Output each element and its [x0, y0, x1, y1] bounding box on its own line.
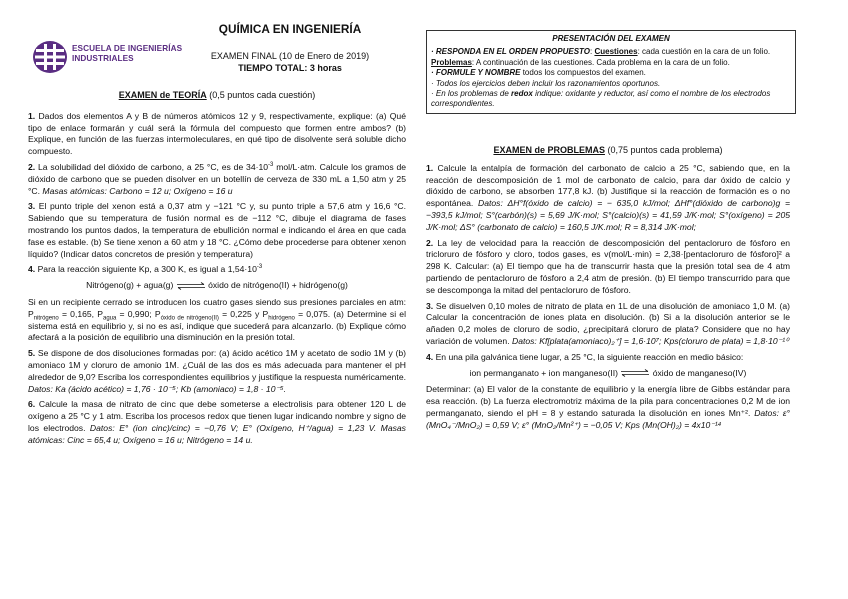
- theory-heading: [28, 90, 406, 102]
- school-name-line2: INDUSTRIALES: [72, 53, 134, 63]
- problem-4: 4. En una pila galvánica tiene lugar, a 25 °C, la siguiente reacción en medio básico:: [426, 351, 744, 362]
- school-emblem-icon: [32, 40, 68, 74]
- presentation-line-1: · RESPONDA EN EL ORDEN PROPUESTO: Cuestiones: cada cuestión en la cara de un folio. Problemas: A continuación de las cuestiones. Cada problema en la cara de un folio.: [431, 47, 771, 67]
- problems-points: (0,75 puntos cada problema): [607, 145, 723, 155]
- problem-2: 2. La ley de velocidad para la reacción de descomposición del pentacloruro de fósforo en tricloruro de fósforo y cloro, todos gases, es v(mol/L·min) = 2,38·[pentacloruro de fósforo]² a 298 K. Calcular: (a) El tiempo que ha de transcurrir hasta que la presión total sea de 4 atm partiendo de pentacloruro de fósforo a 2,4 atm de presión. (b) El tiempo transcurrido para que se descomponga la mitad del pentacloruro de fósforo.: [426, 237, 791, 295]
- equilibrium-arrow-icon: [176, 282, 206, 290]
- equilibrium-equation-1: Nitrógeno(g) + agua(g) óxido de nitrógeno(II) + hidrógeno(g): [86, 280, 348, 291]
- school-name: [72, 44, 182, 63]
- exam-date: EXAMEN FINAL (10 de Enero de 2019): [210, 51, 370, 61]
- problem-4-body: Determinar: (a) El valor de la constante de equilibrio y la energía libre de Gibbs estándar para esa reacción. (b) La fuerza electromotriz máxima de la pila para concentraciones 0,2 M de ion permanganato, siendo el pH = 8 y estando saturada la disolución en iones Mn⁺². Datos: ε° (MnO₄⁻/MnO₂) = 0,59 V; ε° (MnO₂/Mn²⁺) = −0,05 V; Kps (Mn(OH)₂) = 4x10⁻¹⁴: [426, 384, 790, 430]
- problem-3: 3. Se disuelven 0,10 moles de nitrato de plata en 1L de una disolución de amoniaco 1,0 M. (a) Calcular la concentración de iones plata en disolución. (b) Si a la disolución anterior se le añaden 0,2 moles de cloruro de sodio, ¿precipitará cloruro de plata? Considere que no hay variación de volumen. Datos: Kf[plata(amoniaco)₂⁺] = 1,6·10⁷; Kps(cloruro de plata) = 1,8·10⁻¹⁰: [426, 300, 791, 346]
- problems-section: [426, 145, 790, 436]
- theory-section: [28, 90, 406, 451]
- theory-question-6: 6. Calcule la masa de nitrato de cinc que debe someterse a electrolisis para obtener 120 L de oxígeno a 25 °C y 1 atm. Escriba los procesos redox que tienen lugar indicando nombre y signo de los electrodos. Datos: E° (ion cinc)/cinc) = −0,76 V; E° (Oxígeno, H⁺/agua) = 1,23 V. Masas atómicas: Cinc = 65,4 u; Oxígeno = 16 u; Nitrógeno = 14 u.: [28, 399, 407, 445]
- problems-heading: [426, 145, 790, 157]
- presentation-line-3: · Todos los ejercicios deben incluir los razonamientos oportunos.: [431, 78, 661, 88]
- problem-1: 1. Calcule la entalpía de formación del carbonato de calcio a 25 °C, sabiendo que, en la reacción de descomposición de 1 mol de carbonato de calcio, para dar óxido de calcio y dióxido de carbono, se absorben 177,8 kJ. (b) Justifique si la reacción de formación es o no espontánea. Datos: ΔH°f(óxido de calcio) = − 635,0 kJ/mol; ΔHf°(dióxido de carbono)g = −393,5 kJ/mol; S°(carbón)(s) = 5,69 J/K·mol; S°(calcio)(s) = 41,59 J/K·mol; S°(oxígeno) = 205 J/K·mol; ΔS° (carbonato de calcio) = 160,5 J/K.mol; R = 8,314 J/K·mol;: [426, 162, 791, 232]
- theory-question-1: 1. Dados dos elementos A y B de números atómicos 12 y 9, respectivamente, explique: (a) Qué tipo de enlace formarán y cuál será la fórmula del compuesto que formen entre ambos? (b) Explique, en función de las fuerzas intermoleculares, en qué tipo de disolvente será soluble dicho compuesto.: [28, 110, 406, 157]
- presentation-box: [426, 30, 796, 114]
- theory-question-3: 3. El punto triple del xenon está a 0,37 atm y −121 °C y, su punto triple a 57,6 atm y 16,6 °C. Sabiendo que su temperatura de fusión normal es de −112 °C, dibuje el diagrama de fases mostrando los puntos dados, la temperatura de ebullición normal e indicando el área en que cada fase es estable. (b) Se tiene xenon a 60 atm y 18 °C. ¿Cómo debe procederse para obtener xenon líquido? (Indicar datos concretos de presión y temperatura): [28, 201, 406, 259]
- equilibrium-equation-2: ion permanganato + ion manganeso(II) óxido de manganeso(IV): [469, 367, 747, 378]
- presentation-line-2: · FORMULE Y NOMBRE todos los compuestos del examen.: [431, 68, 646, 78]
- presentation-title: PRESENTACIÓN DEL EXAMEN: [552, 34, 670, 43]
- theory-question-2: 2. La solubilidad del dióxido de carbono, a 25 °C, es de $34\cdot 10^{-3}$ mol/L·atm. Calcule los gramos de dióxido de carbono que se pueden disolver en un botellín de cerveza de 330 mL a 1,50 atm y 25 °C. Masas atómicas: Carbono = 12 u; Oxígeno = 16 u: [28, 161, 407, 196]
- course-title: QUÍMICA EN INGENIERÍA: [218, 22, 362, 36]
- theory-question-5: 5. Se dispone de dos disoluciones formadas por: (a) ácido acético 1M y acetato de sodio 1M y (b) amoniaco 1M y cloruro de amonio 1M. ¿Cuál de las dos es más adecuada para mantener el pH alrededor de 9,0? Escriba los correspondientes equilibrios y justifique la respuesta numéricamente. Datos: Ka (ácido acético) = 1,76 · 10⁻⁵; Kb (amoniaco) = 1,8 · 10⁻⁵.: [28, 348, 407, 394]
- presentation-line-4: · En los problemas de redox indique: oxidante y reductor, así como el nombre de los electrodos correspondientes.: [431, 89, 771, 109]
- theory-points: (0,5 puntos cada cuestión): [209, 90, 316, 100]
- theory-question-4-body: Si en un recipiente cerrado se introducen los cuatro gases siendo sus presiones parciales en atm: $P_{nitrógeno} = 0,165$, $P_{agua} = 0,990$; $P_{óxido de nitrógeno(II)} = 0,225$ y $P_{hidrógeno} = 0,075$. (a) Determine si el sistema está en equilibrio y, si no es así, indique que sucederá para alcanzarlo. (b) Explique cómo afectará a la posición de equilibrio una disminución en la presión total.: [28, 296, 407, 343]
- exam-header: [200, 22, 380, 74]
- school-name-line1: ESCUELA DE INGENIERÍAS: [72, 44, 183, 53]
- school-logo: [32, 40, 192, 80]
- equilibrium-arrow-icon: [620, 369, 650, 377]
- exam-time: TIEMPO TOTAL: 3 horas: [238, 63, 342, 73]
- problems-title: EXAMEN de PROBLEMAS: [493, 145, 605, 155]
- theory-question-4: 4. Para la reacción siguiente Kp, a 300 K, es igual a $1,54\cdot 10^{-3}$: [28, 264, 263, 275]
- theory-title: EXAMEN de TEORÍA: [118, 90, 207, 100]
